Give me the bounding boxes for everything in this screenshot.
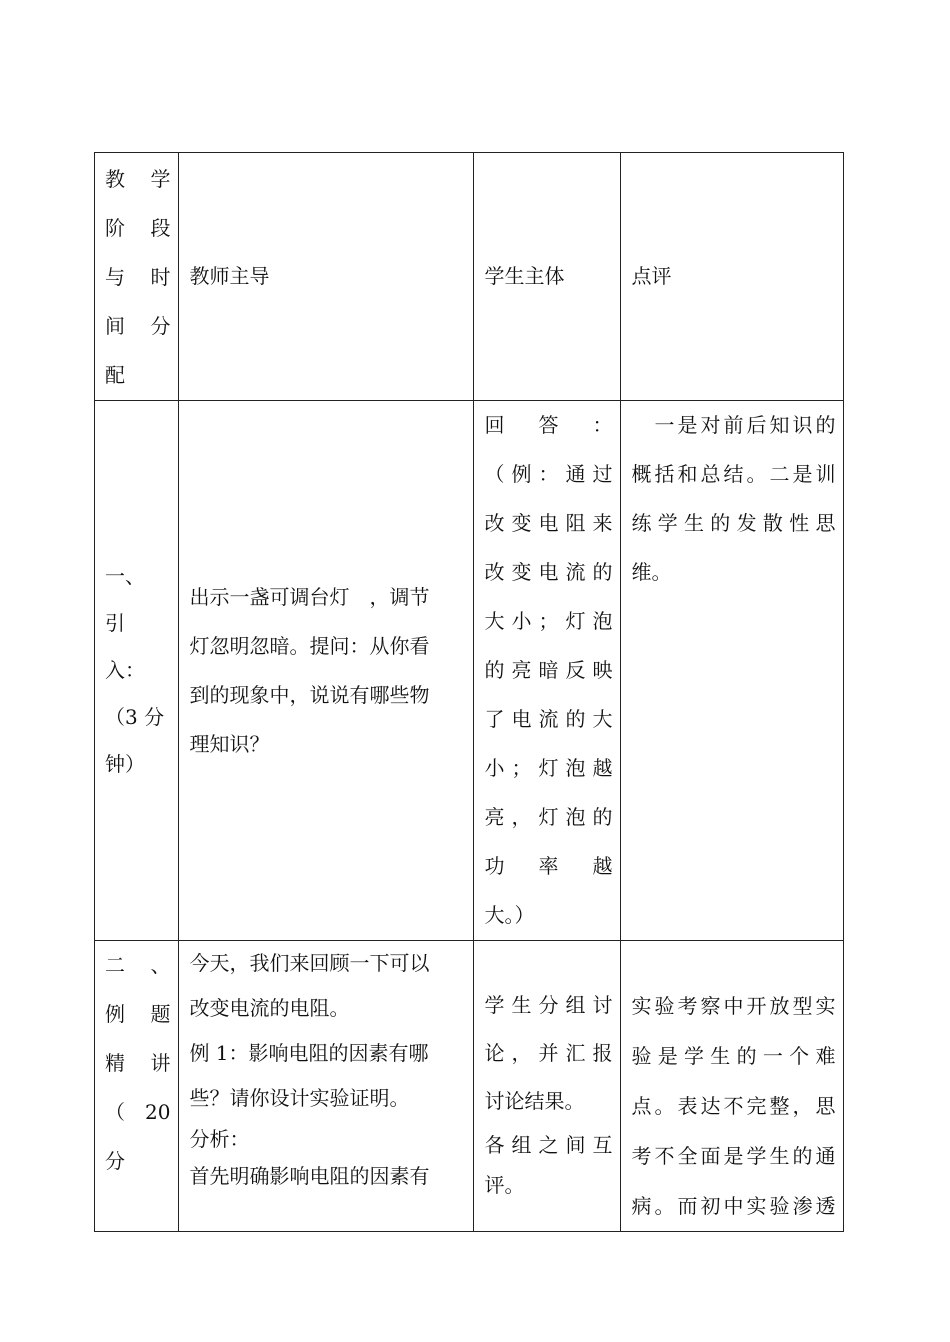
header-row [95,153,844,401]
intro-comment-line: 概括和总结。二是训 [631,462,836,486]
intro-stage-line: 一、 [105,564,145,588]
intro-student-line: 回 答 ： [484,413,613,437]
example-teacher-cell [179,941,474,1232]
intro-student-line: 小；灯泡越 [484,756,613,780]
intro-stage-line: （3 分 [105,705,165,729]
example-teacher-line: 例 1：影响电阻的因素有哪 [189,1041,429,1065]
intro-comment-line: 维。 [631,560,672,584]
header-teacher-cell [179,153,474,401]
header-student: 学生主体 [484,264,565,288]
example-teacher-line: 分析： [189,1127,250,1151]
intro-student-line: （例：通过 [484,462,613,486]
intro-teacher-cell [179,401,474,941]
intro-student-line: 亮，灯泡的 [484,805,613,829]
intro-comment-cell [621,401,844,941]
intro-student-line: 功 率 越 [484,854,613,878]
intro-stage-line: 入： [105,658,145,682]
example-comment-line: 病。而初中实验渗透 [631,1194,836,1218]
intro-student-line: 的亮暗反映 [484,658,613,682]
example-teacher-line: 首先明确影响电阻的因素有 [189,1164,430,1188]
header-stage-line: 阶 段 [105,216,171,240]
header-stage-line: 间 分 [105,314,171,338]
header-teacher: 教师主导 [189,264,270,288]
header-comment: 点评 [631,264,672,288]
header-stage-cell [95,153,179,401]
example-student-cell [474,941,621,1232]
example-student-line: 各组之间互 [484,1133,613,1157]
example-stage-cell [95,941,179,1232]
header-stage-line: 与 时 [105,265,171,289]
example-student-line: 学生分组讨 [484,993,613,1017]
example-comment-cell [621,941,844,1232]
example-stage-line: 分 [105,1149,125,1173]
header-stage-line: 配 [105,363,125,387]
example-student-line: 讨论结果。 [484,1089,585,1113]
intro-student-line: 了电流的大 [484,707,613,731]
header-student-cell [474,153,621,401]
intro-stage-line: 引 [105,611,125,635]
example-stage-line: 二 、 [105,953,171,977]
header-stage-line: 教 学 [105,167,171,191]
intro-student-line: 大。） [484,903,535,927]
example-comment-line: 点。表达不完整，思 [631,1094,836,1118]
intro-student-line: 改变电阻来 [484,511,613,535]
intro-teacher-line: 灯忽明忽暗。提问：从你看 [189,633,430,658]
example-stage-line: 精讲 [105,1051,171,1075]
intro-comment-line: 一是对前后知识的 [631,413,836,437]
example-student-line: 论，并汇报 [484,1041,613,1065]
example-comment-line: 实验考察中开放型实 [631,994,836,1018]
intro-teacher-line: 到的现象中，说说有哪些物 [189,682,430,707]
intro-stage-line: 钟） [105,752,145,776]
intro-comment-line: 练学生的发散性思 [631,511,836,535]
example-stage-line: 例 题 [105,1002,171,1026]
example-comment-line: 考不全面是学生的通 [631,1144,836,1168]
example-stage-line: （ 20 [105,1100,171,1124]
intro-teacher-line: 出示一盏可调台灯 ，调节 [189,584,430,609]
example-comment-line: 验是学生的一个难 [631,1044,836,1068]
example-row [95,941,844,1232]
example-student-line: 评。 [484,1173,525,1197]
header-comment-cell [621,153,844,401]
intro-row [95,401,844,941]
intro-student-line: 大小；灯泡 [484,609,613,633]
lesson-plan-table [94,152,844,1232]
example-teacher-line: 改变电流的电阻。 [189,996,350,1020]
example-teacher-line: 今天，我们来回顾一下可以 [189,951,430,975]
intro-student-cell [474,401,621,941]
intro-stage-cell [95,401,179,941]
intro-teacher-line: 理知识？ [189,731,270,756]
intro-student-line: 改变电流的 [484,560,613,584]
example-teacher-line: 些？请你设计实验证明。 [189,1086,410,1110]
